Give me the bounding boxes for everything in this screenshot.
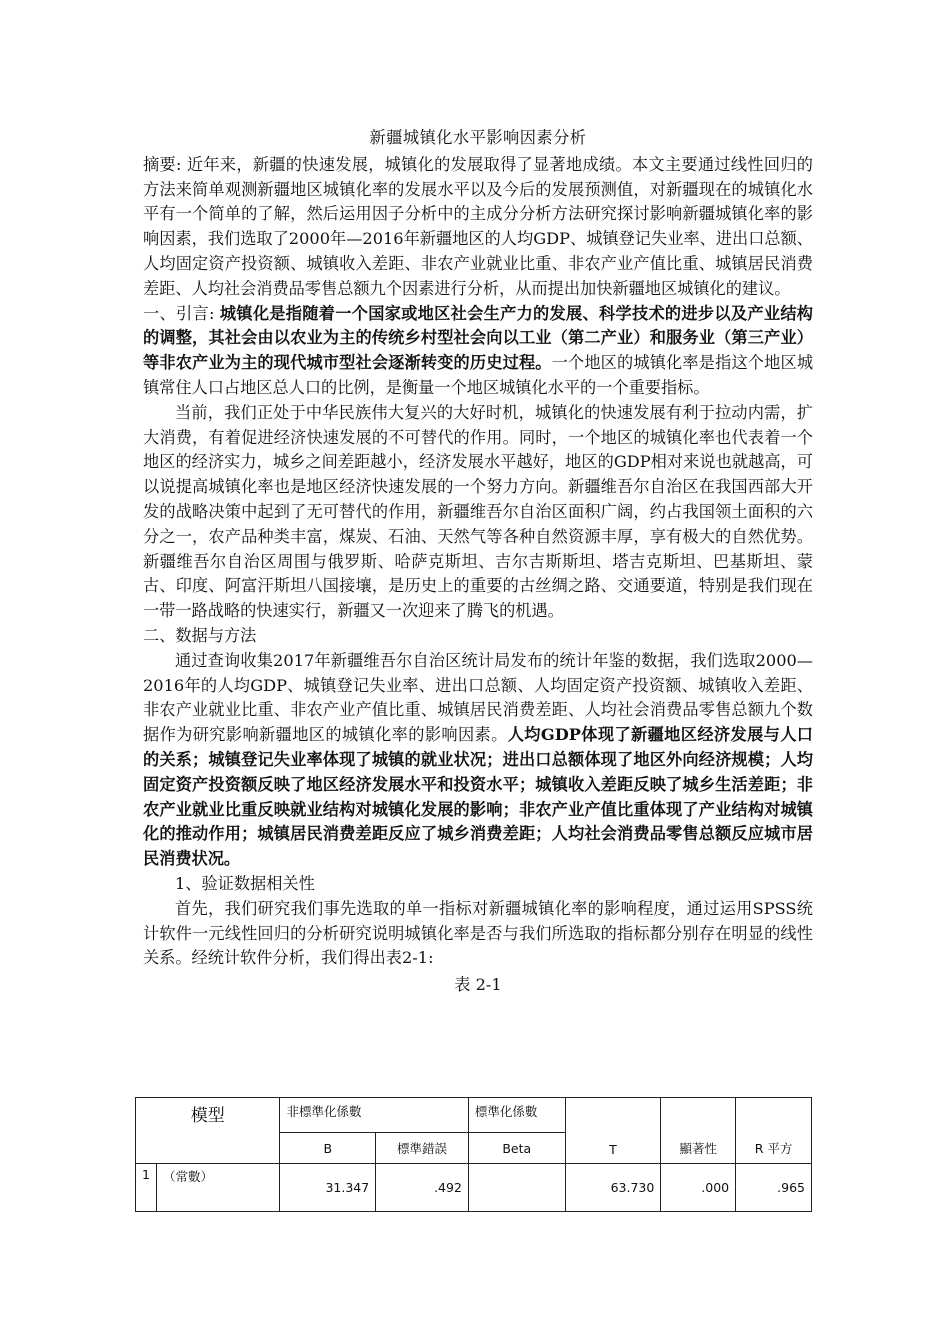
- document-body: [143, 126, 813, 1000]
- table-caption: 表 2-1: [454, 975, 502, 995]
- model-number: 1: [136, 1164, 157, 1212]
- regression-paragraph: 首先，我们研究我们事先选取的单一指标对新疆城镇化率的影响程度，通过运用SPSS统计软件一元线性回归的分析研究说明城镇化率是否与我们所选取的指标都分别存在明显的线性关系。经统计软件分析，我们得出表2-1:: [143, 898, 813, 968]
- table-row: [136, 1164, 812, 1212]
- table-header-row-1: [136, 1098, 812, 1133]
- r-squared-header: R 平方: [736, 1098, 812, 1164]
- data-paragraph-text: 通过查询收集2017年新疆维吾尔自治区统计局发布的统计年鉴的数据，我们选取2000—2016年的人均GDP、城镇登记失业率、进出口总额、人均固定资产投资额、城镇收入差距、非农产业就业比重、非农产业产值比重、城镇居民消费差距、人均社会消费品零售总额九个数据作为研究影响新疆地区的城镇化率的影响因素。: [143, 650, 813, 745]
- intro-bold-text: 城镇化是指随着一个国家或地区社会生产力的发展、科学技术的进步以及产业结构的调整，其社会由以农业为主的传统乡村型社会向以工业（第二产业）和服务业（第三产业）等非农产业为主的现代城市型社会逐渐转变的历史过程。: [143, 303, 813, 373]
- significance-header: 顯著性: [661, 1098, 736, 1164]
- unstandardized-header: 非標準化係數: [280, 1098, 468, 1133]
- section-heading-data-method: 二、数据与方法: [143, 625, 257, 645]
- context-paragraph: 当前，我们正处于中华民族伟大复兴的大好时机，城镇化的快速发展有利于拉动内需，扩大消费，有着促进经济快速发展的不可替代的作用。同时，一个地区的城镇化率也代表着一个地区的经济实力，城乡之间差距越小，经济发展水平越好，地区的GDP相对来说也就越高，可以说提高城镇化率也是地区经济快速发展的一个努力方向。新疆维吾尔自治区在我国西部大开发的战略决策中起到了无可替代的作用，新疆维吾尔自治区面积广阔，约占我国领土面积的六分之一，农产品种类丰富，煤炭、石油、天然气等各种自然资源丰厚，享有极大的自然优势。新疆维吾尔自治区周围与俄罗斯、哈萨克斯坦、吉尔吉斯斯坦、塔吉克斯坦、巴基斯坦、蒙古、印度、阿富汗斯坦八国接壤，是历史上的重要的古丝绸之路、交通要道，特别是我们现在一带一路战略的快速实行，新疆又一次迎来了腾飞的机遇。: [143, 402, 813, 621]
- cell-std-error: .492: [376, 1164, 469, 1212]
- intro-paragraph: [143, 302, 813, 401]
- b-header: B: [280, 1133, 376, 1164]
- cell-significance: .000: [661, 1164, 736, 1212]
- model-header: 模型: [136, 1098, 280, 1164]
- intro-heading: 一、引言:: [143, 303, 220, 323]
- cell-beta: [468, 1164, 565, 1212]
- document-title: 新疆城镇化水平影响因素分析: [369, 128, 587, 147]
- data-paragraph: [143, 649, 813, 872]
- regression-table: [135, 1097, 812, 1212]
- subsection-heading: 1、验证数据相关性: [175, 873, 315, 893]
- beta-header: Beta: [468, 1133, 565, 1164]
- constant-label: （常數）: [156, 1164, 280, 1212]
- standardized-header: 標準化係數: [468, 1098, 565, 1133]
- intro-rest-text: 一个地区的城镇化率是指这个地区城镇常住人口占地区总人口的比例，是衡量一个地区城镇化水平的一个重要指标。: [143, 353, 814, 397]
- std-error-header: 標準錯誤: [376, 1133, 469, 1164]
- data-paragraph-bold-text: 人均GDP体现了新疆地区经济发展与人口的关系；城镇登记失业率体现了城镇的就业状况；进出口总额体现了地区外向经济规模；人均固定资产投资额反映了地区经济发展水平和投资水平；城镇收入差距反映了城乡生活差距；非农产业就业比重反映就业结构对城镇化发展的影响；非农产业产值比重体现了产业结构对城镇化的推动作用；城镇居民消费差距反应了城乡消费差距；人均社会消费品零售总额反应城市居民消费状况。: [143, 725, 813, 869]
- t-header: T: [565, 1098, 661, 1164]
- cell-r-squared: .965: [736, 1164, 812, 1212]
- abstract-paragraph: 摘要: 近年来，新疆的快速发展，城镇化的发展取得了显著地成绩。本文主要通过线性回归的方法来简单观测新疆地区城镇化率的发展水平以及今后的发展预测值，对新疆现在的城镇化水平有一个简单的了解，然后运用因子分析中的主成分分析方法研究探讨影响新疆城镇化率的影响因素，我们选取了2000年—2016年新疆地区的人均GDP、城镇登记失业率、进出口总额、人均固定资产投资额、城镇收入差距、非农产业就业比重、非农产业产值比重、城镇居民消费差距、人均社会消费品零售总额九个因素进行分析，从而提出加快新疆地区城镇化的建议。: [143, 154, 813, 298]
- cell-t: 63.730: [565, 1164, 661, 1212]
- cell-b: 31.347: [280, 1164, 376, 1212]
